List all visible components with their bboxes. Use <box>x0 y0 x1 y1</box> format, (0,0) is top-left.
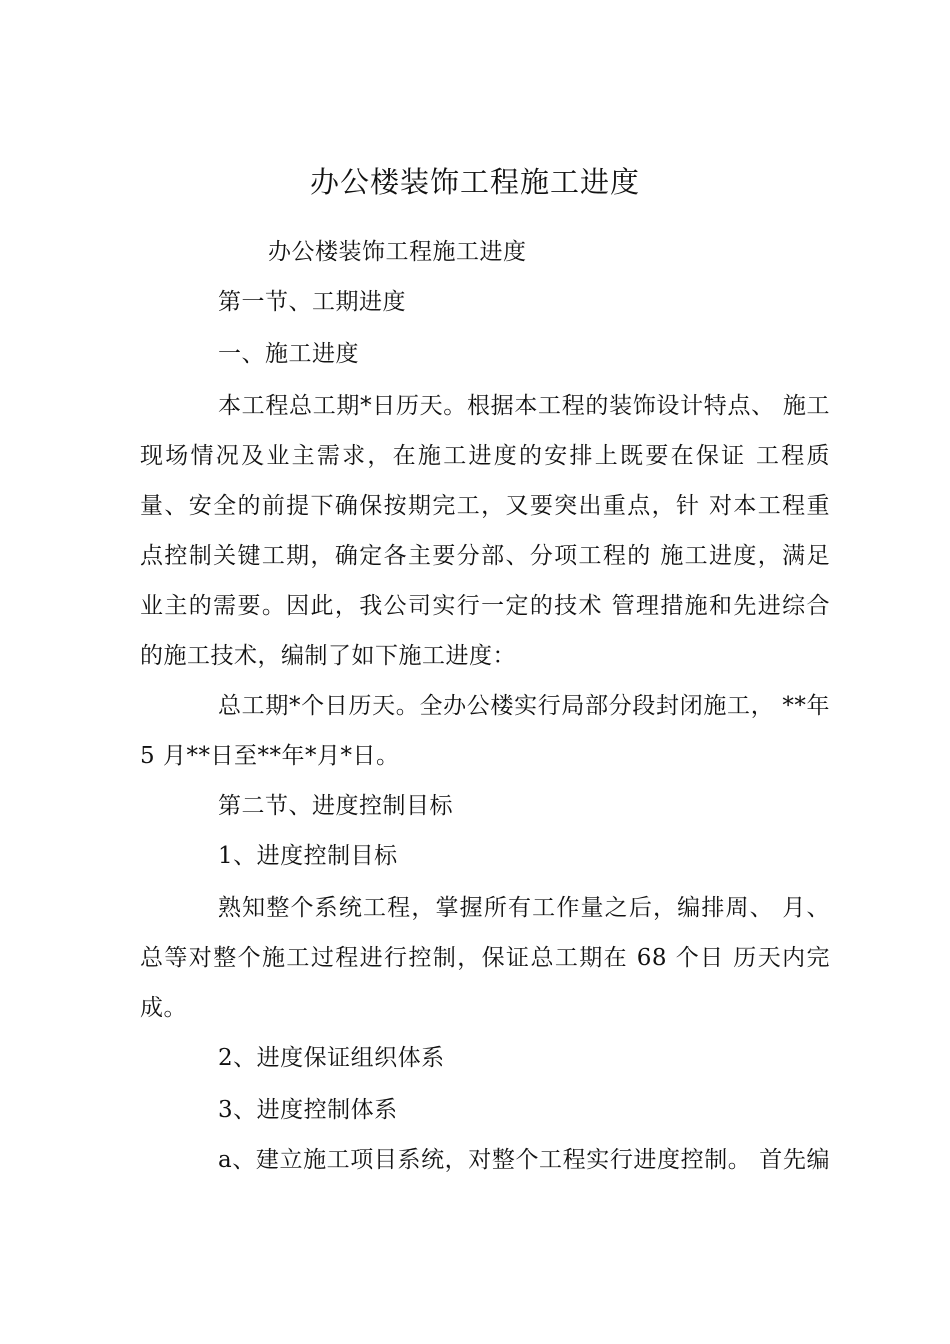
paragraph-line: 本工程总工期*日历天。根据本工程的装饰设计特点、 施工 <box>218 393 830 419</box>
paragraph-line: 5 月**日至**年*月*日。 <box>140 743 400 769</box>
paragraph-line: 的施工技术，编制了如下施工进度： <box>140 643 516 669</box>
paragraph-line: 成。 <box>140 995 187 1021</box>
paragraph-line: a、建立施工项目系统，对整个工程实行进度控制。 首先编 <box>218 1147 830 1173</box>
subsection-heading-1: 一、施工进度 <box>218 341 359 367</box>
paragraph-line: 熟知整个系统工程，掌握所有工作量之后，编排周、 月、 <box>218 895 830 921</box>
paragraph-line: 总工期*个日历天。全办公楼实行局部分段封闭施工， **年 <box>218 693 830 719</box>
subsection-heading-3: 2、进度保证组织体系 <box>218 1045 445 1071</box>
paragraph-line: 点控制关键工期，确定各主要分部、分项工程的 施工进度，满足 <box>140 543 830 569</box>
subsection-heading-4: 3、进度控制体系 <box>218 1097 398 1123</box>
section-heading-2: 第二节、进度控制目标 <box>218 793 453 819</box>
paragraph-line: 业主的需要。因此，我公司实行一定的技术 管理措施和先进综合 <box>140 593 830 619</box>
subsection-heading-2: 1、进度控制目标 <box>218 843 398 869</box>
document-subtitle: 办公楼装饰工程施工进度 <box>268 239 527 265</box>
section-heading-1: 第一节、工期进度 <box>218 289 406 315</box>
paragraph-line: 量、安全的前提下确保按期完工，又要突出重点，针 对本工程重 <box>140 493 830 519</box>
document-title: 办公楼装饰工程施工进度 <box>309 165 640 199</box>
paragraph-line: 现场情况及业主需求，在施工进度的安排上既要在保证 工程质 <box>140 443 830 469</box>
paragraph-line: 总等对整个施工过程进行控制，保证总工期在 68 个日 历天内完 <box>140 945 830 971</box>
